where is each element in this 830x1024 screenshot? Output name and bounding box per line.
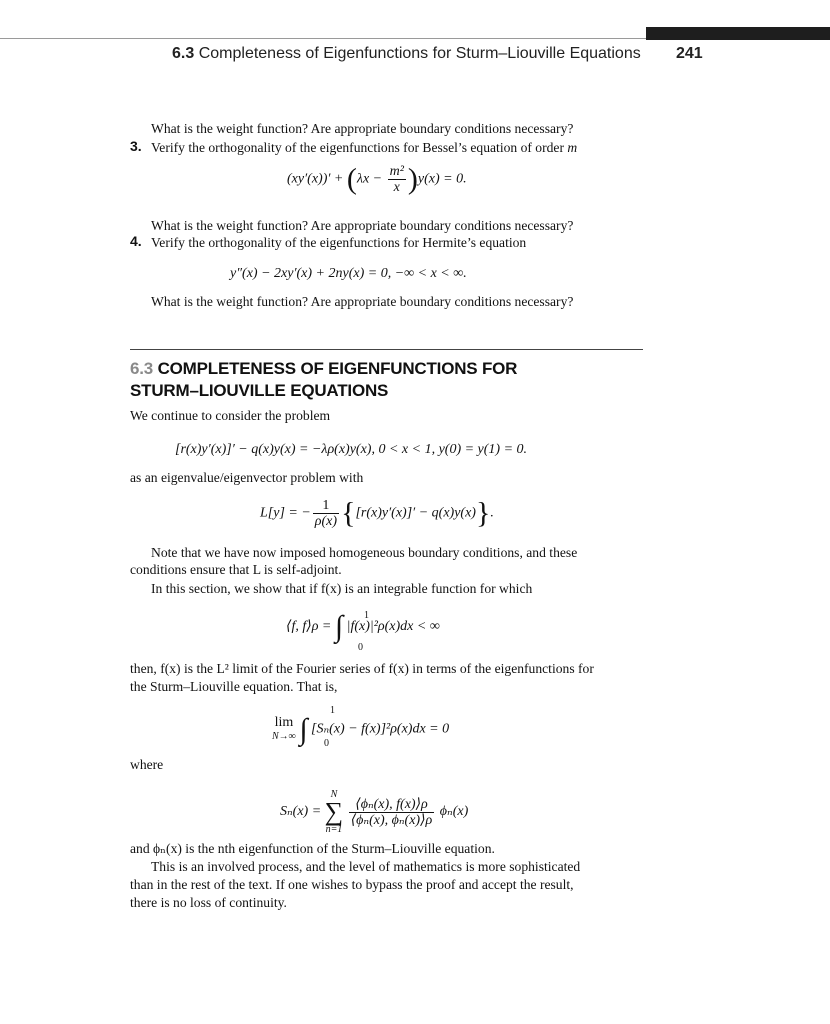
then-line-2: the Sturm–Liouville equation. That is, (130, 679, 338, 694)
operator-period: . (490, 505, 494, 521)
limit-integral-sign: ∫ (299, 712, 308, 746)
closing-line-3: there is no loss of continuity. (130, 895, 287, 910)
summation-sign: ∑ (324, 797, 344, 826)
limit-subscript: N→∞ (272, 731, 296, 742)
section-title-line-1: COMPLETENESS OF EIGENFUNCTIONS FOR (157, 359, 518, 378)
closing-line-2: than in the rest of the text. If one wishes to bypass the proof and accept the result, (130, 877, 574, 892)
summation-lower-limit: n=1 (325, 824, 343, 835)
section-heading (130, 358, 517, 402)
norm-upper-limit: 1 (364, 610, 369, 621)
operator-body: [r(x)y′(x)]′ − q(x)y(x) (355, 505, 476, 521)
exercise-3-question: What is the weight function? Are appropriate boundary conditions necessary? (151, 218, 574, 233)
bessel-equation-rhs: y(x) = 0. (417, 171, 467, 187)
bessel-equation-paren-term: λx − (356, 171, 383, 187)
exercise-4-text: Verify the orthogonality of the eigenfunctions for Hermite’s equation (151, 235, 527, 250)
operator-fraction (313, 498, 339, 529)
norm-lower-limit: 0 (358, 642, 363, 653)
partial-sum-definition (280, 788, 468, 836)
then-line-1: then, f(x) is the L² limit of the Fourier series of f(x) in terms of the eigenfunctions for (130, 661, 594, 676)
weighted-norm-equation (286, 610, 440, 643)
operator-fraction-denominator: ρ(x) (314, 514, 338, 529)
hermite-equation: y″(x) − 2xy′(x) + 2ny(x) = 0, −∞ < x < ∞. (230, 266, 467, 281)
exercise-3-statement: Verify the orthogonality of the eigenfunctions for Bessel’s equation of order (151, 140, 564, 155)
exercise-4-number: 4. (130, 233, 142, 249)
page-number: 241 (676, 45, 703, 62)
eigenvalue-problem-text: as an eigenvalue/eigenvector problem with (130, 470, 364, 485)
bessel-equation-lhs: (xy′(x))′ + (287, 171, 344, 187)
running-head-title: Completeness of Eigenfunctions for Sturm–Liouville Equations (198, 45, 641, 62)
limit-integrand: [Sₙ(x) − f(x)]²ρ(x)dx = 0 (311, 721, 450, 737)
prev-exercise-question: What is the weight function? Are appropriate boundary conditions necessary? (151, 121, 574, 136)
exercise-3-order-symbol: m (567, 140, 578, 155)
exercise-4-question: What is the weight function? Are appropriate boundary conditions necessary? (151, 294, 574, 309)
limit-word: lim (274, 715, 294, 730)
sturm-liouville-problem-equation: [r(x)y′(x)]′ − q(x)y(x) = −λρ(x)y(x), 0 < x < 1, y(0) = y(1) = 0. (175, 442, 528, 457)
partial-sum-lhs: Sₙ(x) = (280, 804, 322, 820)
closing-line-1: This is an involved process, and the level of mathematics is more sophisticated (151, 859, 581, 874)
integral-sign: ∫ (334, 610, 344, 643)
l2-limit-equation (272, 712, 450, 746)
intro-text: We continue to consider the problem (130, 408, 331, 423)
fourier-coefficient-numerator: ⟨ϕₙ(x), f(x)⟩ρ (349, 797, 435, 813)
bessel-fraction-denominator: x (393, 180, 400, 195)
operator-lhs: L[y] = − (260, 505, 311, 521)
and-line: and ϕₙ(x) is the nth eigenfunction of the Sturm–Liouville equation. (130, 841, 495, 856)
fourier-coefficient-fraction (349, 797, 435, 828)
bessel-fraction-numerator: m² (389, 164, 404, 179)
limit-operator (272, 716, 296, 743)
show-line: In this section, we show that if f(x) is an integrable function for which (151, 581, 533, 596)
limit-lower-bound: 0 (324, 738, 329, 749)
summation (325, 788, 344, 836)
section-number: 6.3 (130, 359, 154, 378)
operator-definition: L[y] = − $\frac{1}{\rho(x)}$ {[r(x)y′(x)]′ − q(x)y(x)}. (260, 496, 494, 530)
section-title-line-2: STURM–LIOUVILLE EQUATIONS (130, 381, 389, 400)
header-rule (0, 38, 646, 39)
summation-upper-limit: N (330, 789, 338, 800)
norm-integrand: |f(x)|²ρ(x)dx < ∞ (346, 619, 440, 635)
running-head-section-number: 6.3 (172, 45, 195, 62)
note-line-1: Note that we have now imposed homogeneous boundary conditions, and these (151, 545, 578, 560)
header-bar-decoration (646, 27, 830, 40)
running-head (172, 45, 641, 63)
exercise-3-number: 3. (130, 138, 142, 154)
note-line-2: conditions ensure that L is self-adjoint. (130, 562, 342, 577)
operator-fraction-numerator: 1 (313, 498, 339, 514)
bessel-fraction (388, 164, 406, 195)
limit-upper-bound: 1 (330, 705, 335, 716)
norm-lhs: ⟨f, f⟩ρ = (286, 619, 332, 635)
exercise-3-text (151, 139, 577, 156)
partial-sum-eigenfunction: ϕₙ(x) (439, 804, 469, 820)
bessel-equation: (xy′(x))′ + (λx − $\frac{\text{m²}}{x}$ )y(x) = 0. (287, 162, 467, 196)
where-text: where (130, 757, 164, 772)
section-rule (130, 349, 643, 350)
fourier-coefficient-denominator: ⟨ϕₙ(x), ϕₙ(x)⟩ρ (350, 812, 433, 828)
